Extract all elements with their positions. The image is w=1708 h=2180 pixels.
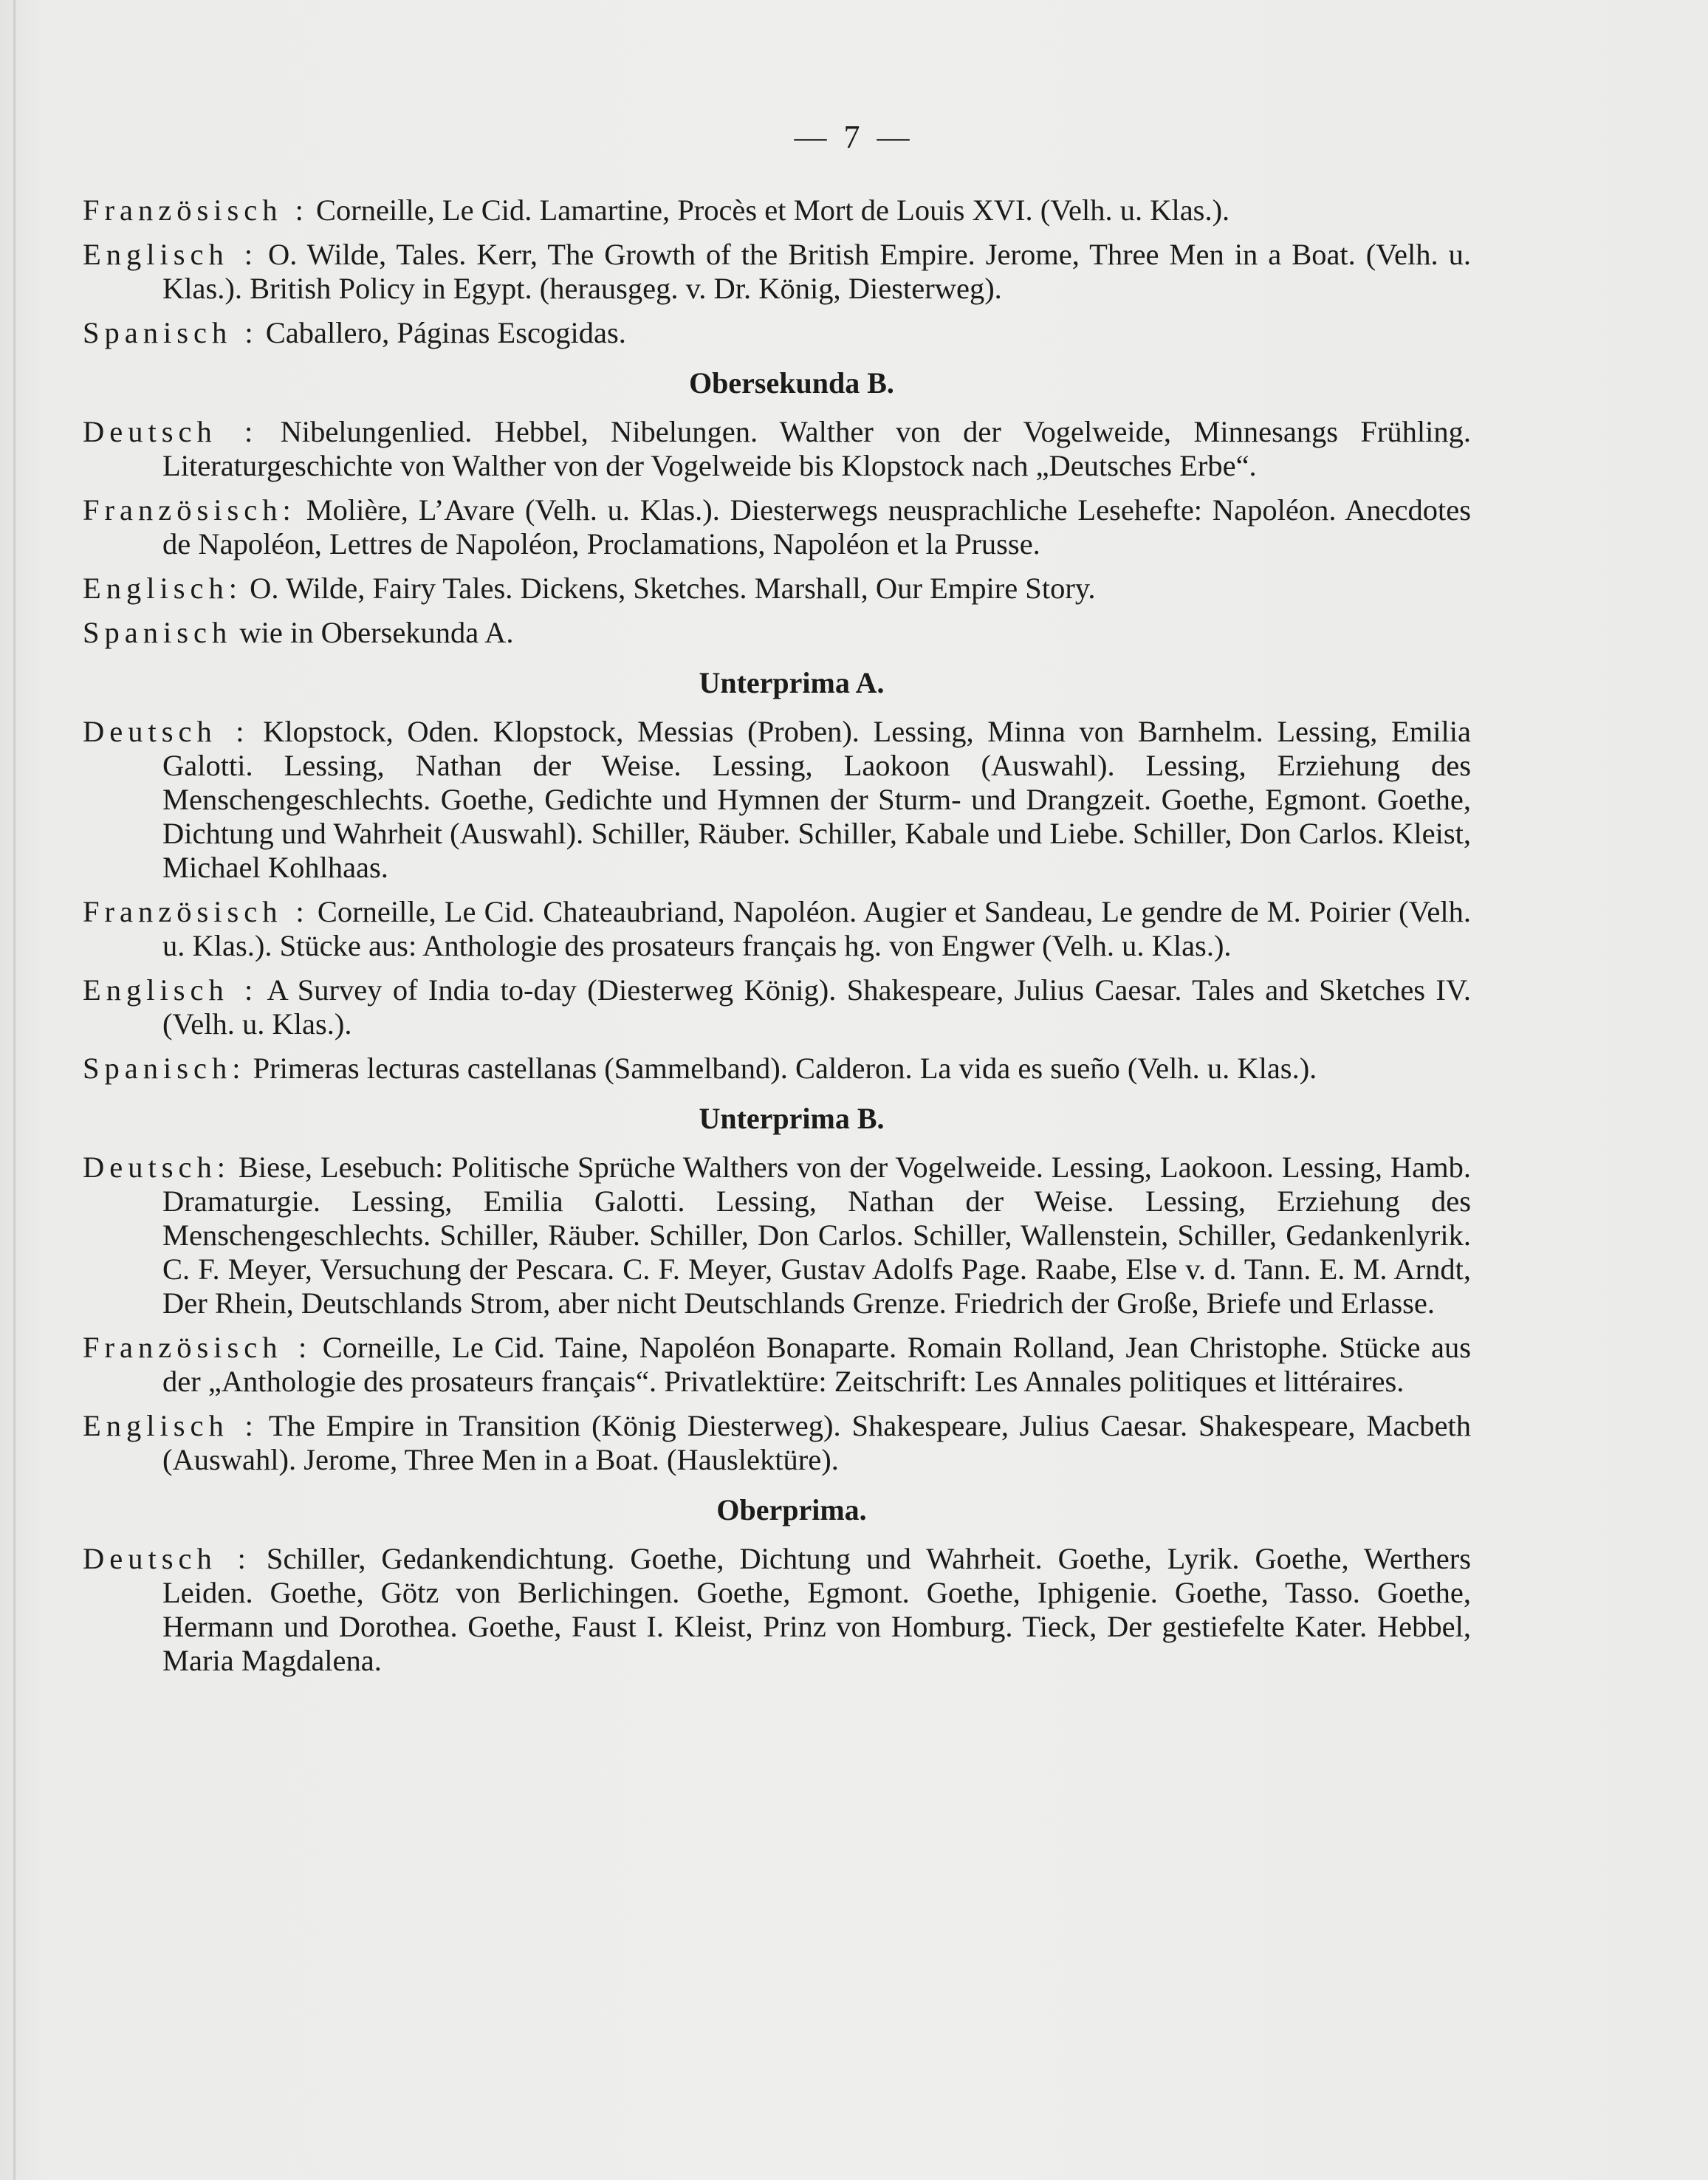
subject-label: Französisch: — [83, 493, 296, 527]
section-heading: Oberprima. — [716, 1493, 867, 1526]
entry-franzoesisch — [83, 895, 1471, 963]
entry-text: Biese, Lesebuch: Politische Sprüche Walthers von der Vogelweide. Lessing, Laokoon. Lessing, Hamb. Dramaturgie. Lessing, Emilia Galotti. Lessing, Nathan der Weise. Lessing, Erziehung des Menschengeschlechts. Schiller, Räuber. Schiller, Don Carlos. Schiller, Wallenstein, Schiller, Gedankenlyrik. C. F. Meyer, Versuchung der Pescara. C. F. Meyer, Gustav Adolfs Page. Raabe, Else v. d. Tann. E. M. Arndt, Der Rhein, Deutschlands Strom, aber nicht Deutschlands Grenze. Friedrich der Große, Briefe und Erlasse. — [162, 1151, 1472, 1320]
entry-franzoesisch — [83, 1331, 1471, 1399]
subject-label: Spanisch — [83, 616, 233, 649]
section-heading: Obersekunda B. — [689, 366, 894, 400]
entry-englisch — [83, 238, 1471, 306]
section-heading: Unterprima B. — [699, 1102, 885, 1135]
subject-label: Französisch : — [83, 1331, 312, 1364]
subject-label: Spanisch: — [83, 1052, 246, 1085]
entry-englisch — [83, 1409, 1471, 1477]
entry-deutsch — [83, 1542, 1471, 1678]
entry-text: O. Wilde, Tales. Kerr, The Growth of the British Empire. Jerome, Three Men in a Boat. (Velh. u. Klas.). British Policy in Egypt. (herausgeg. v. Dr. König, Diesterweg). — [162, 238, 1472, 305]
entry-text: Primeras lecturas castellanas (Sammelband). Calderon. La vida es sueño (Velh. u. Klas.). — [253, 1052, 1317, 1085]
subject-label: Deutsch : — [83, 415, 258, 448]
entry-franzoesisch — [83, 493, 1471, 561]
entry-text: Corneille, Le Cid. Chateaubriand, Napoléon. Augier et Sandeau, Le gendre de M. Poirier (Velh. u. Klas.). Stücke aus: Anthologie des prosateurs français hg. von Engwer (Velh. u. Klas.). — [162, 895, 1471, 962]
entry-text: Molière, L’Avare (Velh. u. Klas.). Diesterwegs neusprachliche Lesehefte: Napoléon. Anecdotes de Napoléon, Lettres de Napoléon, Proclamations, Napoléon et la Prusse. — [162, 493, 1472, 561]
entry-englisch — [83, 572, 1471, 606]
entry-spanisch — [83, 616, 1471, 650]
subject-label: Englisch: — [83, 572, 242, 605]
entry-text: Caballero, Páginas Escogidas. — [265, 316, 626, 349]
subject-label: Englisch : — [83, 1409, 258, 1442]
entry-text: Corneille, Le Cid. Taine, Napoléon Bonaparte. Romain Rolland, Jean Christophe. Stücke aus der „Anthologie des prosateurs français“. Privatlektüre: Zeitschrift: Les Annales politiques et littéraires. — [162, 1331, 1472, 1398]
page-number: — 7 — — [794, 119, 914, 155]
subject-label: Französisch : — [83, 193, 309, 227]
entry-text: The Empire in Transition (König Diesterweg). Shakespeare, Julius Caesar. Shakespeare, Macbeth (Auswahl). Jerome, Three Men in a Boat. (Hauslektüre). — [162, 1409, 1472, 1476]
subject-label: Englisch : — [83, 973, 258, 1007]
entry-text: wie in Obersekunda A. — [239, 616, 514, 649]
entry-text: Corneille, Le Cid. Lamartine, Procès et Mort de Louis XVI. (Velh. u. Klas.). — [315, 193, 1230, 227]
entry-deutsch — [83, 415, 1471, 483]
page-edge-line — [13, 0, 16, 2180]
entry-text: Nibelungenlied. Hebbel, Nibelungen. Walther von der Vogelweide, Minnesangs Frühling. Literaturgeschichte von Walther von der Vogelweide bis Klopstock nach „Deutsches Erbe“. — [162, 415, 1471, 482]
entry-franzoesisch — [83, 193, 1471, 227]
subject-label: Englisch : — [83, 238, 258, 271]
entry-spanisch — [83, 1052, 1471, 1086]
subject-label: Deutsch : — [83, 715, 250, 748]
subject-label: Deutsch: — [83, 1151, 230, 1184]
entry-text: Schiller, Gedankendichtung. Goethe, Dichtung und Wahrheit. Goethe, Lyrik. Goethe, Werthers Leiden. Goethe, Götz von Berlichingen. Goethe, Egmont. Goethe, Iphigenie. Goethe, Tasso. Goethe, Hermann und Dorothea. Goethe, Faust I. Kleist, Prinz von Homburg. Tieck, Der gestiefelte Kater. Hebbel, Maria Magdalena. — [162, 1542, 1472, 1677]
entry-spanisch — [83, 316, 1471, 350]
subject-label: Deutsch : — [83, 1542, 251, 1575]
entry-deutsch — [83, 715, 1471, 885]
subject-label: Spanisch : — [83, 316, 258, 349]
subject-label: Französisch : — [83, 895, 309, 928]
entry-text: A Survey of India to-day (Diesterweg König). Shakespeare, Julius Caesar. Tales and Sketches IV. (Velh. u. Klas.). — [162, 973, 1472, 1041]
section-heading: Unterprima A. — [699, 666, 885, 699]
entry-text: Klopstock, Oden. Klopstock, Messias (Proben). Lessing, Minna von Barnhelm. Lessing, Emilia Galotti. Lessing, Nathan der Weise. Lessing, Laokoon (Auswahl). Lessing, Erziehung des Menschengeschlechts. Goethe, Gedichte und Hymnen der Sturm- und Drangzeit. Goethe, Egmont. Goethe, Dichtung und Wahrheit (Auswahl). Schiller, Räuber. Schiller, Kabale und Liebe. Schiller, Don Carlos. Kleist, Michael Kohlhaas. — [162, 715, 1471, 884]
entry-englisch — [83, 973, 1471, 1041]
entry-text: O. Wilde, Fairy Tales. Dickens, Sketches. Marshall, Our Empire Story. — [250, 572, 1096, 605]
reading-list — [83, 193, 1471, 1688]
entry-deutsch — [83, 1151, 1471, 1320]
